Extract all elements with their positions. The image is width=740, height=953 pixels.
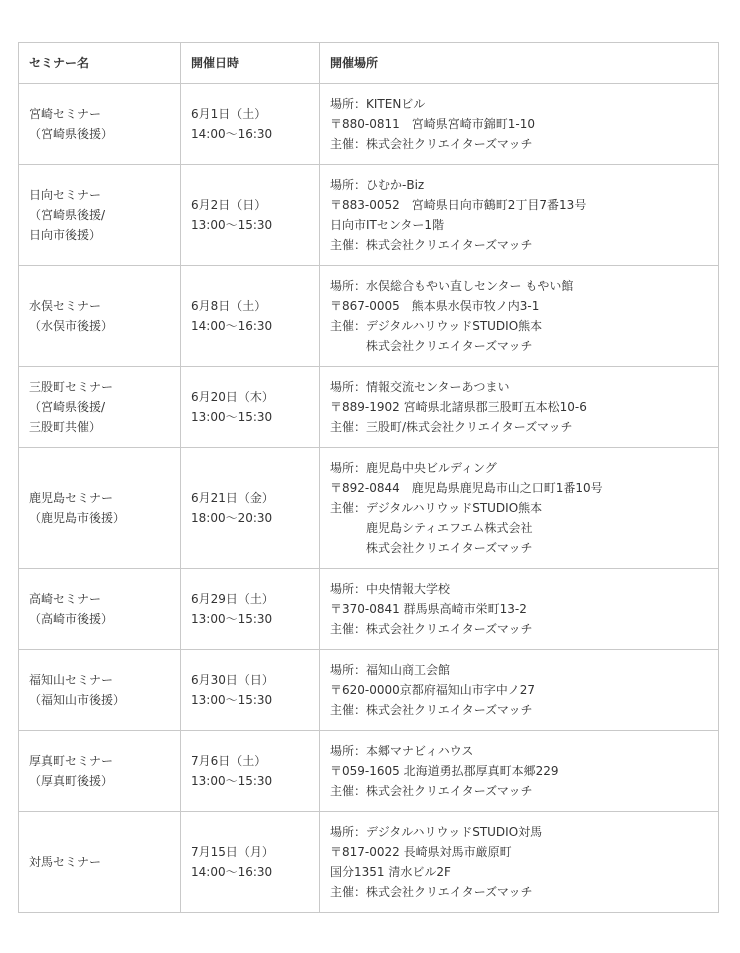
seminar-name-cell — [19, 812, 181, 913]
header-venue: 開催場所 — [320, 43, 719, 84]
seminar-name-line: 鹿児島セミナー — [29, 491, 114, 505]
table-row — [19, 84, 719, 165]
venue-cell — [320, 266, 719, 367]
datetime-cell — [181, 367, 320, 448]
venue-line: 〒059-1605 北海道勇払郡厚真町本郷229 — [330, 764, 559, 778]
datetime-line: 7月15日（月） — [191, 845, 274, 859]
venue-line: 場所：中央情報大学校 — [330, 582, 451, 596]
venue-line: 場所：デジタルハリウッドSTUDIO対馬 — [330, 825, 543, 839]
datetime-line: 7月6日（土） — [191, 754, 267, 768]
table-row — [19, 569, 719, 650]
table-row — [19, 367, 719, 448]
venue-cell — [320, 367, 719, 448]
seminar-name-line: （水俣市後援） — [29, 319, 114, 333]
datetime-cell — [181, 84, 320, 165]
table-row — [19, 165, 719, 266]
datetime-line: 13:00〜15:30 — [191, 410, 273, 424]
header-datetime: 開催日時 — [181, 43, 320, 84]
venue-line: 場所：福知山商工会館 — [330, 663, 451, 677]
datetime-line: 6月30日（日） — [191, 673, 274, 687]
seminar-name-line: 高崎セミナー — [29, 592, 102, 606]
datetime-line: 6月20日（木） — [191, 390, 274, 404]
datetime-line: 13:00〜15:30 — [191, 612, 273, 626]
table-row — [19, 650, 719, 731]
seminar-name-line: （宮崎県後援/ — [29, 208, 106, 222]
venue-line: 〒817-0022 長崎県対馬市厳原町 — [330, 845, 512, 859]
venue-line: 主催：三股町/株式会社クリエイターズマッチ — [330, 420, 573, 434]
venue-line: 〒889-1902 宮崎県北諸県郡三股町五本松10-6 — [330, 400, 587, 414]
datetime-line: 14:00〜16:30 — [191, 319, 273, 333]
datetime-cell — [181, 266, 320, 367]
venue-line: 主催：デジタルハリウッドSTUDIO熊本 — [330, 319, 543, 333]
seminar-name-cell — [19, 650, 181, 731]
venue-line: 〒880-0811 宮崎県宮崎市錦町1-10 — [330, 117, 536, 131]
seminar-name-line: （宮崎県後援） — [29, 127, 114, 141]
venue-line: 場所：KITENビル — [330, 97, 426, 111]
table-row — [19, 448, 719, 569]
seminar-name-line: 日向市後援） — [29, 228, 102, 242]
venue-line: 主催：株式会社クリエイターズマッチ — [330, 238, 533, 252]
seminar-name-line: 対馬セミナー — [29, 855, 102, 869]
datetime-line: 6月29日（土） — [191, 592, 274, 606]
table-header-row — [19, 43, 719, 84]
venue-cell — [320, 165, 719, 266]
venue-line: 主催：株式会社クリエイターズマッチ — [330, 137, 533, 151]
seminar-name-cell — [19, 84, 181, 165]
venue-line: 日向市ITセンター1階 — [330, 218, 445, 232]
venue-cell — [320, 448, 719, 569]
venue-cell — [320, 812, 719, 913]
venue-line: 〒892-0844 鹿児島県鹿児島市山之口町1番10号 — [330, 481, 603, 495]
seminar-name-line: （厚真町後援） — [29, 774, 114, 788]
datetime-line: 18:00〜20:30 — [191, 511, 273, 525]
datetime-cell — [181, 650, 320, 731]
venue-cell — [320, 84, 719, 165]
venue-line: 主催：株式会社クリエイターズマッチ — [330, 784, 533, 798]
seminar-name-cell — [19, 569, 181, 650]
venue-line: 〒883-0052 宮崎県日向市鶴町2丁目7番13号 — [330, 198, 587, 212]
seminar-name-cell — [19, 731, 181, 812]
datetime-cell — [181, 731, 320, 812]
datetime-line: 14:00〜16:30 — [191, 127, 273, 141]
table-row — [19, 812, 719, 913]
seminar-name-line: 宮崎セミナー — [29, 107, 102, 121]
seminar-name-line: （福知山市後援） — [29, 693, 126, 707]
datetime-line: 6月8日（土） — [191, 299, 267, 313]
header-seminar-name: セミナー名 — [19, 43, 181, 84]
venue-cell — [320, 569, 719, 650]
seminar-name-line: （鹿児島市後援） — [29, 511, 126, 525]
seminar-name-line: 水俣セミナー — [29, 299, 102, 313]
seminar-name-line: 三股町共催） — [29, 420, 102, 434]
venue-line: 〒370-0841 群馬県高崎市栄町13-2 — [330, 602, 527, 616]
seminar-name-line: 三股町セミナー — [29, 380, 114, 394]
venue-line: 場所：本郷マナビィハウス — [330, 744, 474, 758]
venue-line: 主催：株式会社クリエイターズマッチ — [330, 703, 533, 717]
venue-line: 〒867-0005 熊本県水俣市牧ノ内3-1 — [330, 299, 540, 313]
venue-line: 場所：情報交流センターあつまい — [330, 380, 510, 394]
venue-line: 場所：ひむか-Biz — [330, 178, 425, 192]
seminar-name-line: 厚真町セミナー — [29, 754, 114, 768]
venue-line: 株式会社クリエイターズマッチ — [366, 339, 533, 353]
datetime-line: 13:00〜15:30 — [191, 218, 273, 232]
datetime-line: 6月21日（金） — [191, 491, 274, 505]
datetime-line: 6月2日（日） — [191, 198, 267, 212]
venue-line: 株式会社クリエイターズマッチ — [366, 541, 533, 555]
venue-line: 主催：株式会社クリエイターズマッチ — [330, 622, 533, 636]
datetime-line: 13:00〜15:30 — [191, 774, 273, 788]
venue-line: 主催：デジタルハリウッドSTUDIO熊本 — [330, 501, 543, 515]
venue-line: 場所：水俣総合もやい直しセンター もやい館 — [330, 279, 574, 293]
datetime-cell — [181, 569, 320, 650]
seminar-schedule-table — [18, 42, 719, 913]
table-row — [19, 731, 719, 812]
venue-line: 主催：株式会社クリエイターズマッチ — [330, 885, 533, 899]
seminar-name-line: （高崎市後援） — [29, 612, 114, 626]
venue-cell — [320, 650, 719, 731]
datetime-line: 6月1日（土） — [191, 107, 267, 121]
seminar-name-line: 福知山セミナー — [29, 673, 114, 687]
datetime-cell — [181, 448, 320, 569]
venue-line: 〒620-0000京都府福知山市字中ノ27 — [330, 683, 536, 697]
seminar-name-cell — [19, 448, 181, 569]
venue-line: 場所：鹿児島中央ビルディング — [330, 461, 497, 475]
seminar-name-cell — [19, 165, 181, 266]
venue-line: 国分1351 清水ビル2F — [330, 865, 451, 879]
seminar-name-cell — [19, 367, 181, 448]
datetime-line: 13:00〜15:30 — [191, 693, 273, 707]
datetime-cell — [181, 812, 320, 913]
seminar-name-cell — [19, 266, 181, 367]
seminar-name-line: 日向セミナー — [29, 188, 102, 202]
datetime-cell — [181, 165, 320, 266]
datetime-line: 14:00〜16:30 — [191, 865, 273, 879]
venue-line: 鹿児島シティエフエム株式会社 — [366, 521, 533, 535]
table-row — [19, 266, 719, 367]
venue-cell — [320, 731, 719, 812]
seminar-name-line: （宮崎県後援/ — [29, 400, 106, 414]
